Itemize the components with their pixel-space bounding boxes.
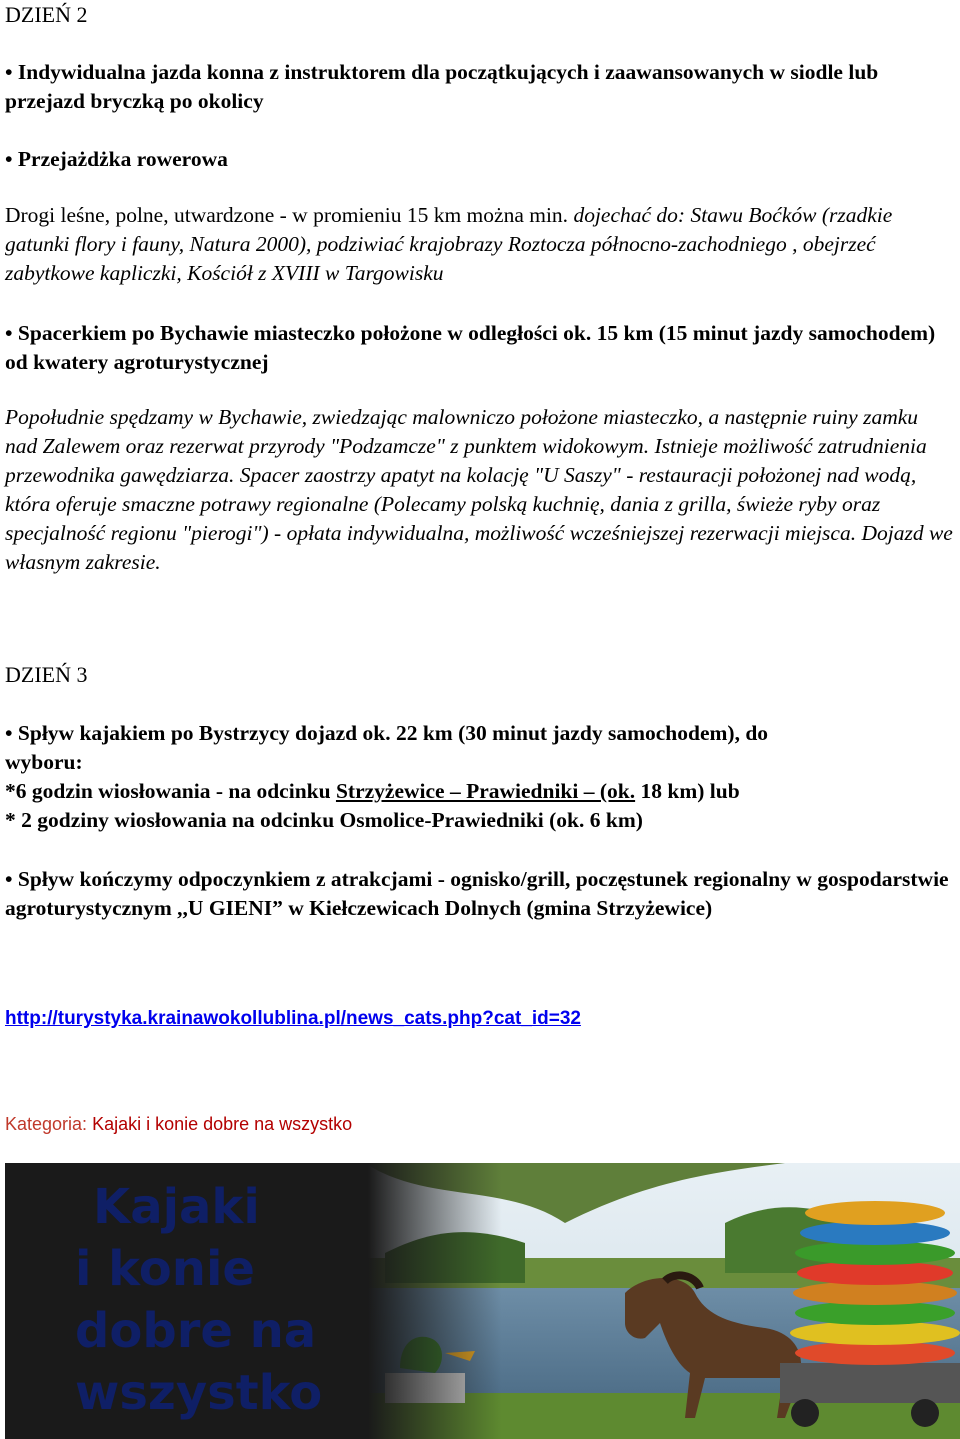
horse-riding-text: • Indywidualna jazda konna z instruktorem dla początkujących i zaawansowanych w siodle lub przejazd bryczką po okolicy: [5, 60, 879, 113]
day3-finish-item: [5, 865, 955, 923]
walk-text: 15 km (15 minut jazdy samochodem) od kwatery agroturystycznej: [5, 321, 936, 374]
banner-line-4: wszystko: [75, 1365, 323, 1421]
day2-afternoon-paragraph: [5, 403, 955, 577]
kayak-bold-text: • Spływ kajakiem po Bystrzycy dojazd ok.: [5, 721, 391, 745]
day3-kayak-item: [5, 719, 955, 835]
category-label: Kategoria:: [5, 1114, 93, 1134]
tourism-link[interactable]: http://turystyka.krainawokollublina.pl/news_cats.php?cat_id=32: [5, 1008, 581, 1029]
option2-text: * 2 godziny wiosłowania na odcinku Osmolice-Prawiedniki (ok.: [5, 808, 585, 832]
option1-route-text: Strzyżewice – Prawiedniki – (ok.: [335, 779, 636, 803]
day3-heading: DZIEŃ 3: [5, 662, 88, 687]
afternoon-text-2: Spacer zaostrzy apatyt na kolację "U Saszy" - restauracji położonej nad wodą, która oferuje smaczne potrawy regionalne (Polecamy polską kuchnię, dania z grilla, świeże ryby oraz specjalność regionu "pierogi") - opłata indywidualna, możliwość wcześniejszej rezerwacji miejsca. Dojazd we własnym zakresie.: [5, 463, 953, 574]
roads-text: Drogi leśne, polne, utwardzone - w promieniu 15 km można min.: [5, 203, 569, 227]
kayak-text: 22 km (30 minut jazdy samochodem), do: [390, 721, 769, 745]
day2-roads-paragraph: [5, 201, 955, 288]
option1-distance-text: 18 km) lub: [635, 779, 740, 803]
category-link[interactable]: Kajaki i konie dobre na wszystko: [92, 1114, 353, 1134]
option1-text: *6 godzin wiosłowania - na odcinku: [5, 779, 336, 803]
day2-bike-item: [5, 145, 228, 174]
category-banner-image: [5, 1163, 960, 1439]
day2-horse-riding-item: [5, 58, 955, 116]
category-line: [5, 1110, 352, 1139]
afternoon-text: Popołudnie spędzamy w Bychawie, zwiedzając malowniczo położone miasteczko, a następnie ruiny zamku nad Zalewem oraz rezerwat przyrody "Podzamcze" z punktem widokowym. Istnieje możliwość zatrudnienia przewodnika gawędziarza.: [5, 405, 927, 487]
finish-text: • Spływ kończymy odpoczynkiem z atrakcjami - ognisko/grill, poczęstunek regionalny w gospodarstwie agroturystycznym ,,U GIENI” w Kiełczewicach Dolnych (gmina Strzyżewice): [5, 867, 949, 920]
link-paragraph: [5, 1004, 581, 1033]
day2-heading: DZIEŃ 2: [5, 2, 88, 27]
option2-distance-text: 6 km): [584, 808, 643, 832]
banner-line-1: Kajaki: [93, 1179, 260, 1235]
banner-line-3: dobre na: [75, 1303, 317, 1359]
kayak-choice-text: wyboru:: [5, 750, 83, 774]
walk-bold-text: • Spacerkiem po Bychawie miasteczko położone w odległości ok.: [5, 321, 592, 345]
day2-walk-item: [5, 319, 955, 377]
banner-line-2: i konie: [75, 1241, 255, 1297]
roads-italic-text: dojechać do: Stawu Boćków (rzadkie gatunki flory i fauny, Natura 2000), podziwiać krajobrazy Roztocza północno-zachodniego , obejrzeć zabytkowe kapliczki, Kościół z XVIII w Targowisku: [5, 203, 893, 285]
banner-photo: [5, 1163, 960, 1439]
bike-text: • Przejażdżka rowerowa: [5, 147, 228, 171]
